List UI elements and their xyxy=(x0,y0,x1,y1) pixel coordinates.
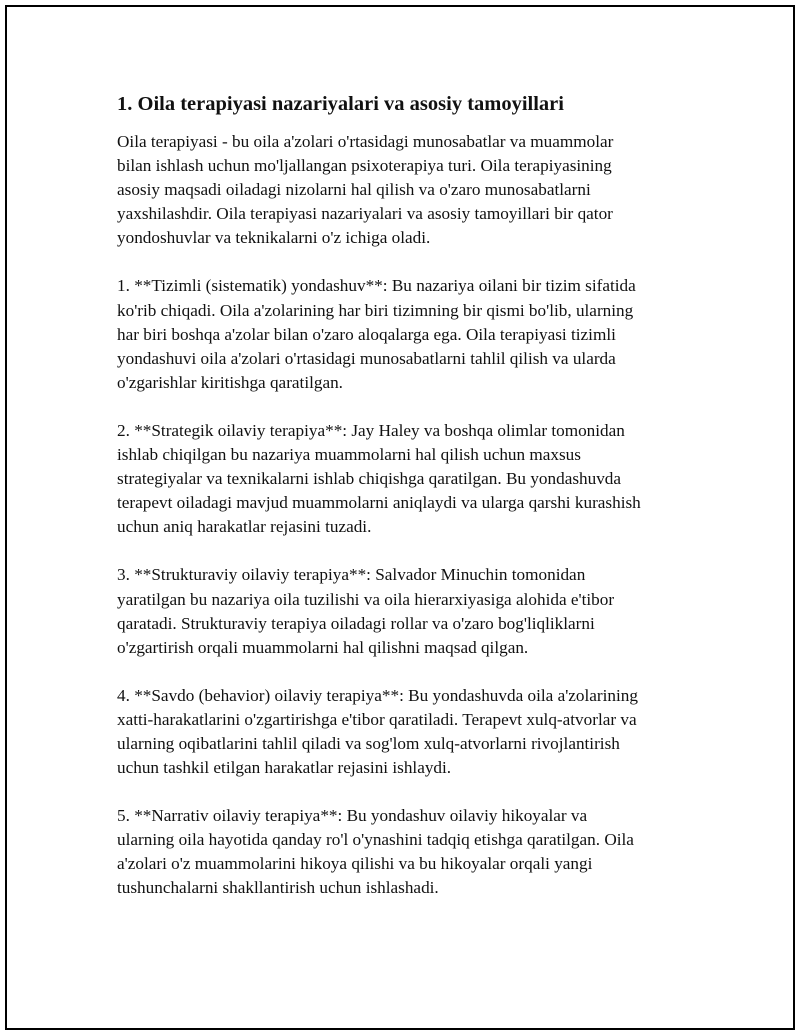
text-line: tushunchalarni shakllantirish uchun ishlashadi. xyxy=(117,878,439,898)
text-line: har biri boshqa a'zolar bilan o'zaro aloqalarga ega. Oila terapiyasi tizimli xyxy=(117,324,616,344)
text-line: 2. **Strategik oilaviy terapiya**: Jay Haley va boshqa olimlar tomonidan xyxy=(117,420,625,440)
document-body xyxy=(117,90,683,925)
paragraph-item-2 xyxy=(117,419,683,539)
paragraph-intro xyxy=(117,130,683,250)
text-line: uchun aniq harakatlar rejasini tuzadi. xyxy=(117,517,372,537)
text-line: ularning oila hayotida qanday ro'l o'ynashini tadqiq etishga qaratilgan. Oila xyxy=(117,830,634,850)
text-line: a'zolari o'z muammolarini hikoya qilishi va bu hikoyalar orqali yangi xyxy=(117,854,593,874)
text-line: 4. **Savdo (behavior) oilaviy terapiya**: Bu yondashuvda oila a'zolarining xyxy=(117,685,638,705)
text-line: ishlab chiqilgan bu nazariya muammolarni hal qilish uchun maxsus xyxy=(117,445,581,465)
text-line: yondashuvi oila a'zolari o'rtasidagi munosabatlarni tahlil qilish va ularda xyxy=(117,348,616,368)
paragraph-item-5 xyxy=(117,804,683,900)
text-line: 3. **Strukturaviy oilaviy terapiya**: Salvador Minuchin tomonidan xyxy=(117,565,586,585)
text-line: terapevt oiladagi mavjud muammolarni aniqlaydi va ularga qarshi kurashish xyxy=(117,493,641,513)
text-line: bilan ishlash uchun mo'ljallangan psixoterapiya turi. Oila terapiyasining xyxy=(117,156,612,176)
text-line: o'zgarishlar kiritishga qaratilgan. xyxy=(117,372,343,392)
document-title: 1. Oila terapiyasi nazariyalari va asosiy tamoyillari xyxy=(117,93,564,115)
paragraph-item-4 xyxy=(117,684,683,780)
text-line: o'zgartirish orqali muammolarni hal qilishni maqsad qilgan. xyxy=(117,637,529,657)
text-line: Oila terapiyasi - bu oila a'zolari o'rtasidagi munosabatlar va muammolar xyxy=(117,132,614,151)
text-line: yaxshilashdir. Oila terapiyasi nazariyalari va asosiy tamoyillari bir qator xyxy=(117,204,613,224)
text-line: strategiyalar va texnikalarni ishlab chiqishga qaratilgan. Bu yondashuvda xyxy=(117,469,622,489)
text-line: yondoshuvlar va teknikalarni o'z ichiga oladi. xyxy=(117,228,431,248)
paragraph-item-1 xyxy=(117,274,683,394)
text-line: uchun tashkil etilgan harakatlar rejasini ishlaydi. xyxy=(117,758,452,778)
text-line: asosiy maqsadi oiladagi nizolarni hal qilish va o'zaro munosabatlarni xyxy=(117,180,591,200)
text-line: yaratilgan bu nazariya oila tuzilishi va oila hierarxiyasiga alohida e'tibor xyxy=(117,589,615,609)
text-line: ko'rib chiqadi. Oila a'zolarining har biri tizimning bir qismi bo'lib, ularning xyxy=(117,300,634,320)
text-line: qaratadi. Strukturaviy terapiya oiladagi rollar va o'zaro bog'liqliklarni xyxy=(117,613,595,633)
text-line: ularning oqibatlarini tahlil qiladi va sog'lom xulq-atvorlarni rivojlantirish xyxy=(117,733,620,753)
text-line: 5. **Narrativ oilaviy terapiya**: Bu yondashuv oilaviy hikoyalar va xyxy=(117,806,588,826)
text-line: 1. **Tizimli (sistematik) yondashuv**: Bu nazariya oilani bir tizim sifatida xyxy=(117,276,636,296)
paragraph-item-3 xyxy=(117,563,683,659)
text-line: xatti-harakatlarini o'zgartirishga e'tibor qaratiladi. Terapevt xulq-atvorlar va xyxy=(117,709,637,729)
